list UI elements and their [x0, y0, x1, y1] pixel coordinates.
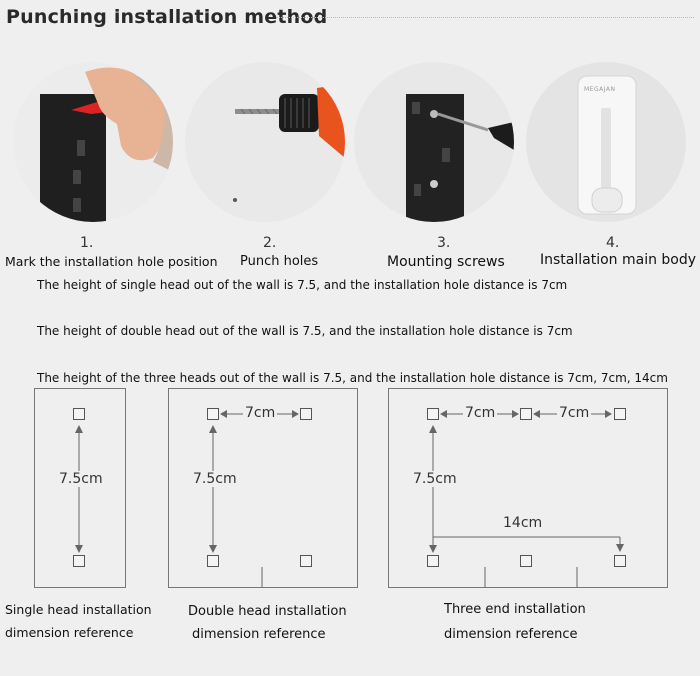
- step-4-number: 4.: [606, 235, 620, 251]
- page-title: Punching installation method: [6, 6, 328, 28]
- triple-dimension-arrows: [389, 389, 667, 587]
- single-head-diagram: [34, 388, 126, 588]
- double-caption-line-1: Double head installation: [188, 604, 347, 619]
- step-4-photo: [526, 62, 686, 222]
- double-caption-line-2: dimension reference: [192, 627, 326, 642]
- step-1-label: Mark the installation hole position: [5, 254, 218, 269]
- triple-caption: [444, 598, 586, 646]
- step-2-photo: [185, 62, 345, 222]
- single-height-arrow: [35, 389, 125, 587]
- single-height-label: 7.5cm: [59, 471, 103, 487]
- step-4-label: Installation main body: [540, 252, 697, 268]
- triple-caption-line-2: dimension reference: [444, 627, 578, 642]
- double-spacing-label: 7cm: [245, 405, 276, 421]
- triple-spacing-2-label: 7cm: [559, 405, 590, 421]
- step-2-number: 2.: [263, 235, 277, 251]
- step-2-label: Punch holes: [240, 254, 319, 269]
- triple-head-diagram: [388, 388, 668, 588]
- double-caption: [188, 600, 347, 646]
- step-3-number: 3.: [437, 235, 451, 251]
- description-double: The height of double head out of the wall is 7.5, and the installation hole distance is 7cm: [37, 324, 573, 338]
- description-single: The height of single head out of the wall is 7.5, and the installation hole distance is 7cm: [37, 278, 568, 292]
- triple-height-label: 7.5cm: [413, 471, 457, 487]
- single-caption: [5, 598, 152, 644]
- single-caption-line-1: Single head installation: [5, 602, 152, 617]
- step-3-photo: [354, 62, 514, 222]
- product-logo: MEGAJAN: [584, 86, 616, 93]
- description-triple: The height of the three heads out of the wall is 7.5, and the installation hole distance is 7cm, 7cm, 14cm: [37, 371, 668, 385]
- double-height-label: 7.5cm: [193, 471, 237, 487]
- triple-caption-line-1: Three end installation: [444, 602, 586, 617]
- step-1-photo: [13, 62, 173, 222]
- title-divider: [276, 17, 694, 18]
- step-1-number: 1.: [80, 235, 94, 251]
- triple-spacing-1-label: 7cm: [465, 405, 496, 421]
- triple-span-label: 14cm: [503, 515, 543, 531]
- single-caption-line-2: dimension reference: [5, 625, 134, 640]
- step-3-label: Mounting screws: [387, 254, 505, 270]
- double-head-diagram: [168, 388, 358, 588]
